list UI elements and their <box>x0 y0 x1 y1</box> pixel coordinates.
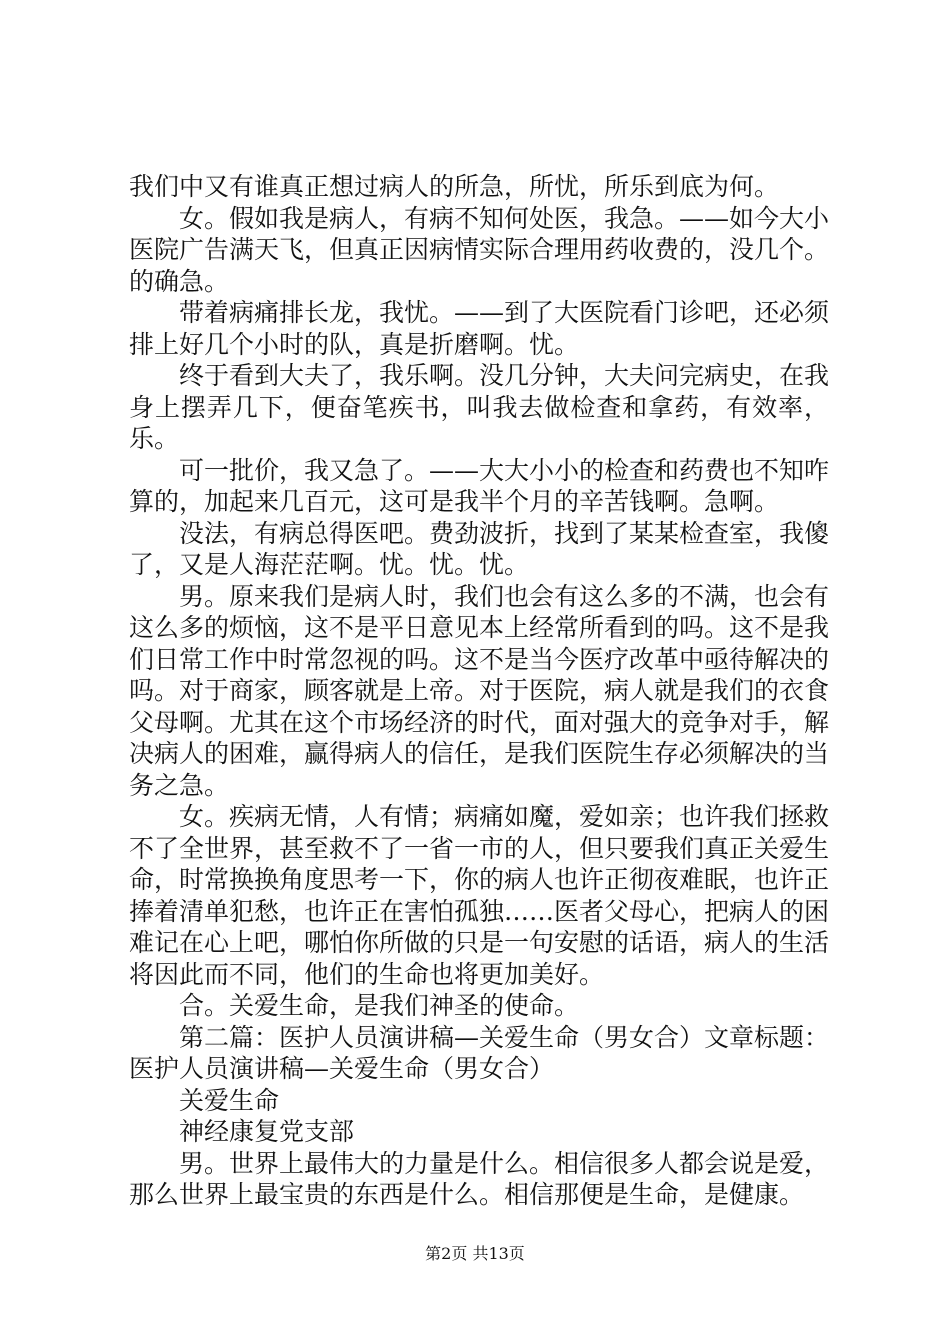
paragraph: 男。原来我们是病人时，我们也会有这么多的不满，也会有这么多的烦恼，这不是平日意见本上经常所看到的吗。这不是我们日常工作中时常忽视的吗。这不是当今医疗改革中亟待解决的吗。对于商家，顾客就是上帝。对于医院，病人就是我们的衣食父母啊。尤其在这个市场经济的时代，面对强大的竞争对手，解决病人的困难，赢得病人的信任，是我们医院生存必须解决的当务之急。 <box>129 581 830 800</box>
paragraph: 带着病痛排长龙，我忧。——到了大医院看门诊吧，还必须排上好几个小时的队，真是折磨啊。忧。 <box>129 298 830 359</box>
paragraph: 女。疾病无情，人有情；病痛如魔，爱如亲；也许我们拯救不了全世界，甚至救不了一省一市的人，但只要我们真正关爱生命，时常换换角度思考一下，你的病人也许正彻夜难眠，也许正捧着清单犯愁，也许正在害怕孤独……医者父母心，把病人的困难记在心上吧，哪怕你所做的只是一句安慰的话语，病人的生活将因此而不同，他们的生命也将更加美好。 <box>129 802 830 989</box>
paragraph: 我们中又有谁真正想过病人的所急，所忧，所乐到底为何。 <box>129 172 780 201</box>
paragraph: 男。世界上最伟大的力量是什么。相信很多人都会说是爱，那么世界上最宝贵的东西是什么。相信那便是生命，是健康。 <box>129 1148 830 1209</box>
paragraph: 终于看到大夫了，我乐啊。没几分钟，大夫问完病史，在我身上摆弄几下，便奋笔疾书，叫我去做检查和拿药，有效率，乐。 <box>129 361 830 453</box>
paragraph: 可一批价，我又急了。——大大小小的检查和药费也不知咋算的，加起来几百元，这可是我半个月的辛苦钱啊。急啊。 <box>129 455 830 516</box>
paragraph: 没法，有病总得医吧。费劲波折，找到了某某检查室，我傻了，又是人海茫茫啊。忧。忧。忧。 <box>129 518 830 579</box>
document-body <box>129 171 829 1211</box>
page-number-label: 第2页 共13页 <box>425 1244 525 1263</box>
paragraph: 女。假如我是病人，有病不知何处医，我急。——如今大小医院广告满天飞，但真正因病情实际合理用药收费的，没几个。的确急。 <box>129 203 830 296</box>
paragraph: 合。关爱生命，是我们神圣的使命。 <box>179 991 580 1020</box>
section-heading-paragraph: 第二篇：医护人员演讲稿—关爱生命（男女合）文章标题：医护人员演讲稿—关爱生命（男女合） <box>129 1022 830 1083</box>
speaker-organization: 神经康复党支部 <box>179 1117 355 1146</box>
speech-title: 关爱生命 <box>179 1085 280 1115</box>
page-footer <box>0 1241 950 1264</box>
